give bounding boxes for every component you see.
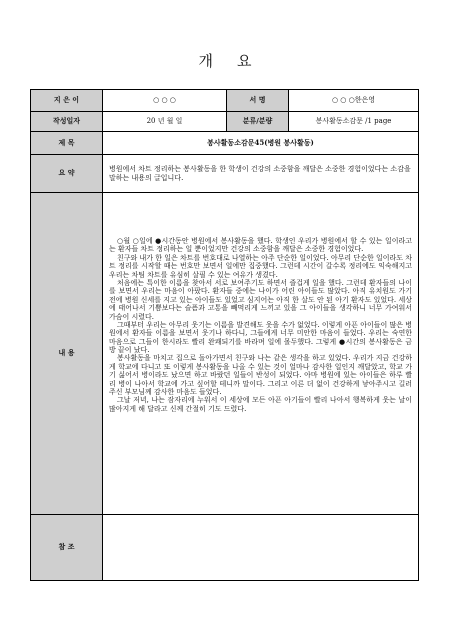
title-char-2: 요 <box>237 52 252 70</box>
title-char-1: 개 <box>198 52 213 70</box>
category-value: 봉사활동소감문 /1 page <box>289 112 419 132</box>
content-paragraph: 그날 저녁, 나는 잠자리에 누워서 이 세상에 모든 아픈 아기들이 빨리 나아서 행복하게 웃는 날이 많아지게 해 달라고 신께 간절히 기도 드렸다. <box>109 396 412 413</box>
date-row <box>31 112 419 132</box>
reference-row <box>31 515 419 581</box>
subject-label: 제 목 <box>31 132 103 155</box>
content-label: 내 용 <box>31 193 103 515</box>
subject-row <box>31 132 419 155</box>
document-title <box>0 50 450 71</box>
content-paragraph: 그때부터 우리는 아무리 웃기는 이름을 발견해도 웃을 수가 없었다. 이렇게 아픈 아이들이 많은 병원에서 환자들 이름을 보면서 웃기나 하다니, 그들에게 너무 미안한 마음이 들었다. 우리는 숙연한 마음으로 그들이 한시라도 빨리 완쾌되기를 바라며 일에 몰두했다. 그렇게 ●시간의 봉사활동은 금방 끝이 났다. <box>109 320 412 355</box>
date-value: 20 년 월 일 <box>103 112 227 132</box>
subject-value: 봉사활동소감문45(병원 봉사활동) <box>103 132 419 155</box>
content-paragraph: 처음에는 특이한 이름을 찾아서 서로 보여주기도 하면서 즐겁게 일을 했다. 그런데 환자들의 나이를 보면서 우리는 마음이 아팠다. 환자들 중에는 나이가 어린 아이들도 많았다. 아직 유치원도 가기 전에 병원 신세를 지고 있는 아이들도 있었고 심지어는 아직 한 살도 안 된 아기 환자도 있었다. 세상에 태어나서 기쁨보다는 슬픔과 고통을 빼먹리게 느끼고 있을 그 아이들을 생각하니 너무 가여워서 가슴이 시렸다. <box>109 278 412 321</box>
signature-label: 서 명 <box>227 90 289 112</box>
reference-value <box>103 515 419 581</box>
author-label: 지 은 이 <box>31 90 103 112</box>
category-label: 분류/분량 <box>227 112 289 132</box>
content-paragraph: 친구와 내가 한 일은 차트를 번호대로 나열하는 아주 단순한 일이었다. 아무리 단순한 일이라도 차트 정리를 시작할 때는 번호만 보면서 일에만 집중했다. 그런데 시간이 갈수록 정리에도 익숙해지고 우리는 차팀 차트를 유심히 살필 수 있는 여유가 생겼다. <box>109 253 412 279</box>
content-body <box>103 193 419 515</box>
summary-value: 병원에서 차트 정리하는 봉사활동을 한 학생이 건강의 소중함을 깨달은 소중한 경험이었다는 소감을 말하는 내용의 글입니다. <box>103 155 419 193</box>
content-paragraph: 봉사활동을 마치고 집으로 돌아가면서 친구와 나는 같은 생각을 하고 있었다. 우리가 지금 건강하게 학교에 다니고 또 이렇게 봉사활동을 나올 수 있는 것이 얼마나 감사한 일인지 깨달았고, 학교 가기 싫어서 병이라도 났으면 하고 바랐던 일들이 반성이 되었다. 아마 병원에 있는 아이들은 하루 빨리 병이 나아서 학교에 가고 싶어할 테니까 말이다. 그리고 이른 더 없이 건강하게 낳아주시고 길러주신 부모님께 감사한 마음도 들었다. <box>109 354 412 397</box>
summary-label: 요 약 <box>31 155 103 193</box>
reference-label: 참 조 <box>31 515 103 581</box>
summary-row <box>31 155 419 193</box>
author-value: ○ ○ ○ <box>103 90 227 112</box>
signature-value: ○ ○ ○한은영 <box>289 90 419 112</box>
content-row <box>31 193 419 515</box>
date-label: 작성일자 <box>31 112 103 132</box>
overview-form-table <box>30 89 419 581</box>
author-row <box>31 90 419 112</box>
content-paragraph: ○월 ○일에 ●시간동안 병원에서 봉사활동을 했다. 학생인 우리가 병원에서 할 수 있는 일이라고는 환자들 차트 정리하는 일 뿐이었지만 건강의 소중함을 깨달은 소중한 경험이었다. <box>109 237 412 254</box>
